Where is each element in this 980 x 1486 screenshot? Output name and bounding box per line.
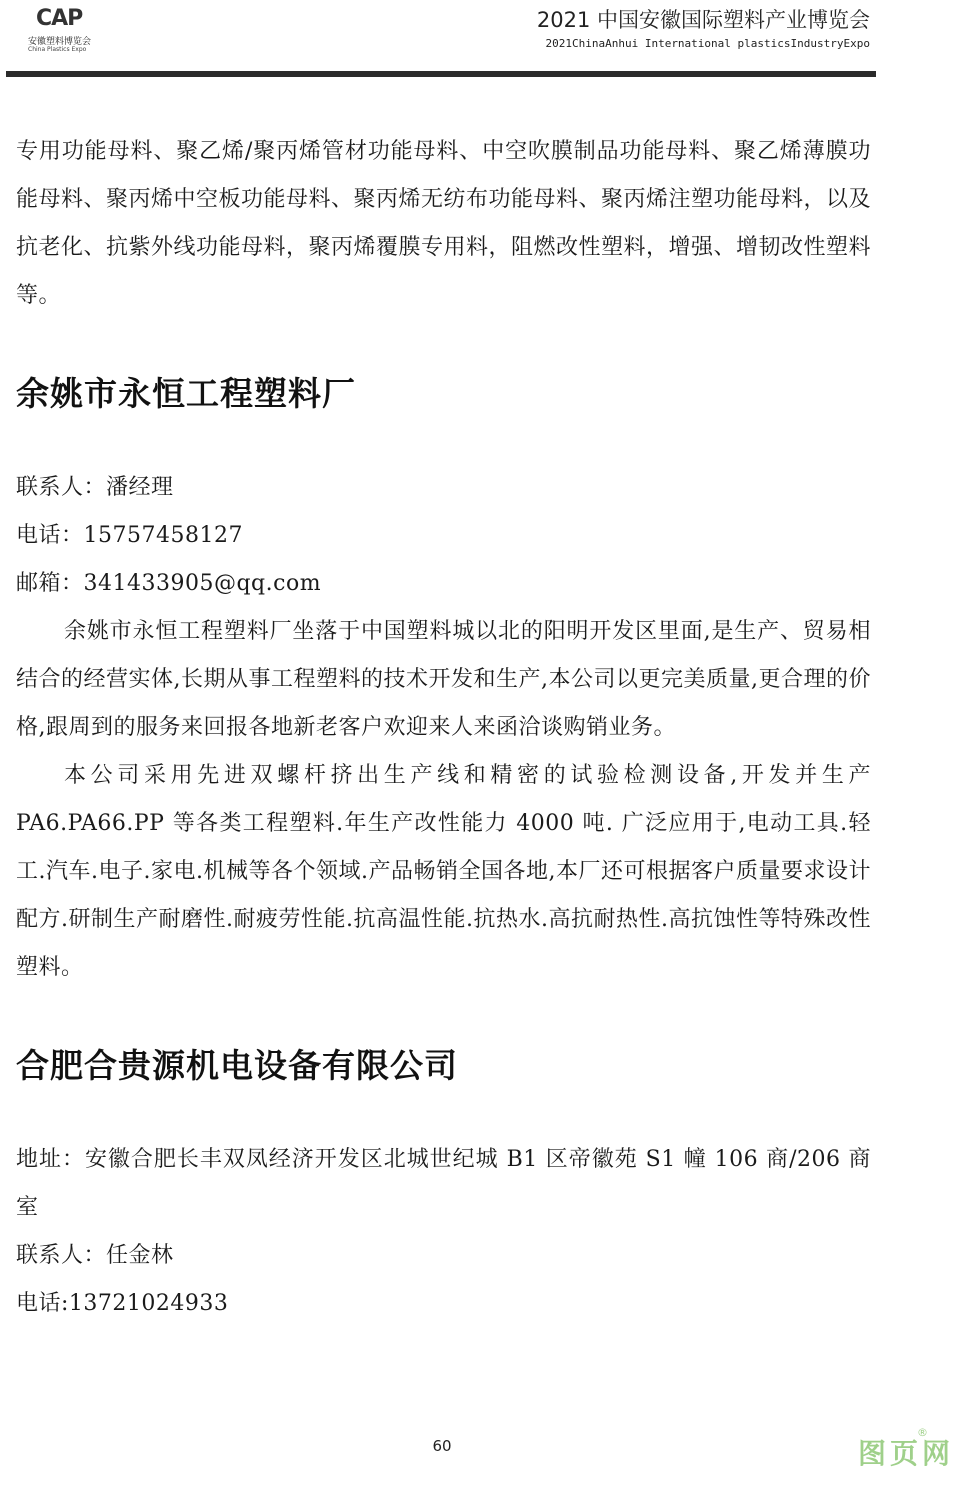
registered-mark: ® <box>917 1426 928 1439</box>
logo-mark: CAP <box>36 6 83 31</box>
watermark-logo: 图页网 <box>858 1437 955 1470</box>
section-gap <box>16 320 871 370</box>
logo-cn-text: 安徽塑料博览会 <box>28 37 92 47</box>
expo-logo <box>28 6 108 52</box>
logo-en-text: China Plastics Expo <box>28 46 87 53</box>
section-gap <box>16 1090 871 1136</box>
company-1-phone: 电话：15757458127 <box>16 523 243 548</box>
header-rule <box>6 71 876 77</box>
company-2-phone: 电话:13721024933 <box>16 1291 229 1316</box>
company-1-description-2: 本公司采用先进双螺杆挤出生产线和精密的试验检测设备,开发并生产 PA6.PA66.PP 等各类工程塑料.年生产改性能力 4000 吨. 广泛应用于,电动工具.轻工.汽车.电子.家电.机械等各个领域.产品畅销全国各地,本厂还可根据客户质量要求设计配方.研制生产耐磨性.耐疲劳性能.抗高温性能.抗热水.高抗耐热性.高抗蚀性等特殊改性塑料。 <box>16 763 871 980</box>
company-2-name: 合肥合贵源机电设备有限公司 <box>16 1046 458 1085</box>
company-2-address: 地址：安徽合肥长丰双凤经济开发区北城世纪城 B1 区帝徽苑 S1 幢 106 商/206 商室 <box>16 1147 871 1220</box>
company-1-description-1: 余姚市永恒工程塑料厂坐落于中国塑料城以北的阳明开发区里面,是生产、贸易相结合的经营实体,长期从事工程塑料的技术开发和生产,本公司以更完美质量,更合理的价格,跟周到的服务来回报各地新老客户欢迎来人来函洽谈购销业务。 <box>16 619 871 740</box>
intro-paragraph: 专用功能母料、聚乙烯/聚丙烯管材功能母料、中空吹膜制品功能母料、聚乙烯薄膜功能母料、聚丙烯中空板功能母料、聚丙烯无纺布功能母料、聚丙烯注塑功能母料，以及抗老化、抗紫外线功能母料，聚丙烯覆膜专用料，阻燃改性塑料，增强、增韧改性塑料等。 <box>16 139 872 308</box>
company-1-email: 邮箱：341433905@qq.com <box>16 571 322 596</box>
company-2-contact: 联系人：任金林 <box>16 1243 174 1268</box>
company-1-contact: 联系人：潘经理 <box>16 475 174 500</box>
section-gap <box>16 418 871 464</box>
page-content <box>16 128 871 1328</box>
company-1-name: 余姚市永恒工程塑料厂 <box>16 374 356 413</box>
page-header <box>0 0 980 82</box>
page-number: 60 <box>432 1437 452 1455</box>
header-subtitle: 2021ChinaAnhui International plasticsIndustryExpo <box>545 37 870 50</box>
header-title: 2021 中国安徽国际塑料产业博览会 <box>536 8 870 32</box>
section-gap <box>16 992 871 1042</box>
